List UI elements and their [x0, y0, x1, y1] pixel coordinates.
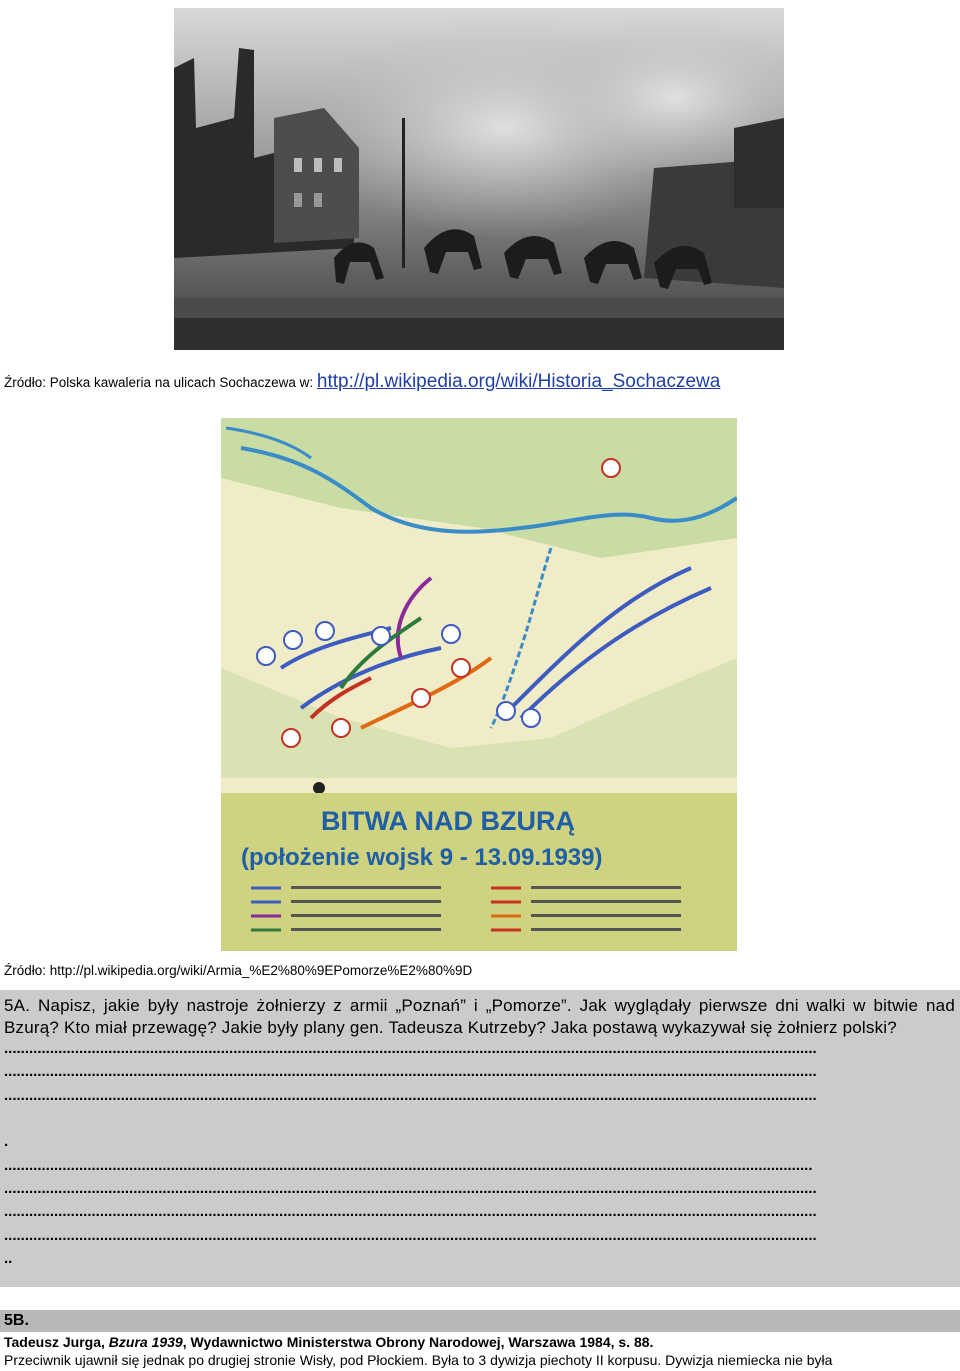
- caption-prefix: Źródło: Polska kawaleria na ulicach Sochaczewa w:: [4, 375, 314, 390]
- photo-caption: [4, 371, 720, 393]
- citation-author: Tadeusz Jurga,: [4, 1334, 109, 1350]
- section-5b-text: Przeciwnik ujawnił się jednak po drugiej stronie Wisły, pod Płockiem. Była to 3 dywizja piechoty II korpusu. Dywizja niemiecka nie była: [4, 1352, 833, 1368]
- cavalry-photo: [174, 8, 784, 350]
- section-5b-label: 5B.: [4, 1312, 29, 1329]
- map-caption: Źródło: http://pl.wikipedia.org/wiki/Armia_%E2%80%9EPomorze%E2%80%9D: [4, 963, 473, 978]
- map-subtitle: (położenie wojsk 9 - 13.09.1939): [241, 844, 603, 871]
- answer-line: ...................................................................................................................................................................................................: [4, 1227, 817, 1244]
- source-link[interactable]: http://pl.wikipedia.org/wiki/Historia_Sochaczewa: [316, 371, 721, 392]
- answer-line: ...................................................................................................................................................................................................: [4, 1180, 817, 1197]
- answer-line: ...................................................................................................................................................................................................: [4, 1087, 817, 1104]
- answer-line: ...................................................................................................................................................................................................: [4, 1203, 817, 1220]
- answer-line: ...................................................................................................................................................................................................: [4, 1063, 817, 1080]
- answer-line: ..................................................................................................................................................................................................: [4, 1157, 813, 1174]
- question-5a: 5A. Napisz, jakie były nastroje żołnierzy z armii „Poznań” i „Pomorze”. Jak wyglądały pierwsze dni walki w bitwie nad Bzurą? Kto miał przewagę? Jakie były plany gen. Tadeusza Kutrzeby? Jaka postawą wykazywał się żołnierz polski?: [4, 996, 955, 1037]
- source-citation: [4, 1334, 653, 1350]
- map-title: BITWA NAD BZURĄ: [321, 806, 575, 836]
- battle-map: [221, 418, 737, 951]
- citation-rest: , Wydawnictwo Ministerstwa Obrony Narodowej, Warszawa 1984, s. 88.: [182, 1334, 654, 1350]
- section-5b-bar: [0, 1310, 960, 1332]
- answer-line: .: [4, 1133, 9, 1150]
- answer-line: ..: [4, 1250, 13, 1267]
- answer-line: ...................................................................................................................................................................................................: [4, 1040, 817, 1057]
- citation-title: Bzura 1939: [108, 1334, 183, 1350]
